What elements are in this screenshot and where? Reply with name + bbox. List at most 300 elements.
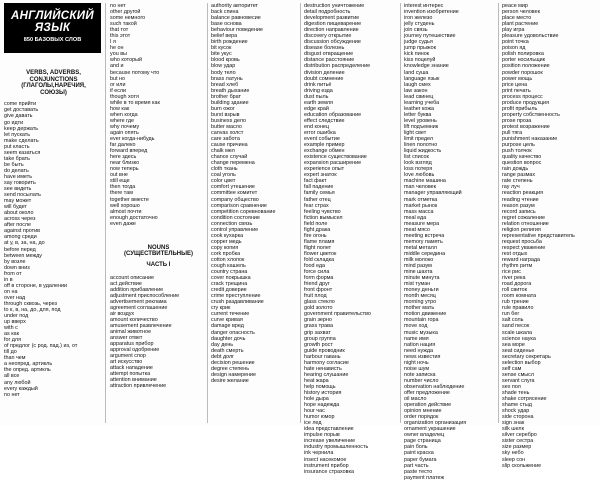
- word-entry: protest возражение: [502, 123, 550, 130]
- word-entry: force сила: [304, 269, 330, 276]
- word-entry: rain дождь: [502, 166, 529, 173]
- word-entry: quality качество: [502, 154, 542, 161]
- word-entry: mind разум: [404, 263, 432, 270]
- word-entry: now теперь: [110, 166, 139, 173]
- word-entry: powder порошок: [502, 69, 543, 76]
- word-entry: fiction вымысел: [304, 214, 343, 221]
- word-entry: note записка: [404, 371, 436, 378]
- word-entry: ever когда-нибудь: [110, 136, 155, 143]
- word-entry: humor юмор: [304, 414, 335, 421]
- word-entry: fight драка: [304, 226, 331, 233]
- word-entry: jelly студень: [404, 21, 435, 28]
- word-entry: silver серебро: [502, 432, 537, 439]
- word-entry: liquid жидкость: [404, 148, 442, 155]
- word-entry: art искусство: [110, 359, 143, 366]
- word-entry: doubt сомнение: [304, 75, 344, 82]
- word-entry: no нет: [110, 3, 126, 9]
- word-entry: hope надежда: [304, 402, 340, 409]
- word-entry: join связь: [404, 27, 428, 34]
- word-entry: meeting встреча: [404, 232, 445, 239]
- word-entry: cork пробка: [211, 250, 241, 257]
- word-entry: rule правило: [502, 305, 534, 312]
- word-entry: experience опыт: [304, 166, 345, 173]
- word-entry: paint краска: [404, 450, 434, 457]
- word-entry: guide проводник: [304, 347, 345, 354]
- word-entry: far далеко: [110, 142, 136, 149]
- word-entry: air воздух: [110, 310, 135, 317]
- word-entry: canvas холст: [211, 129, 244, 136]
- word-entry: part часть: [404, 462, 429, 469]
- word-entry: apparatus прибор: [110, 341, 154, 348]
- word-entry: profit прибыль: [502, 105, 538, 112]
- column-divider: [498, 3, 499, 423]
- word-entry: family семья: [304, 190, 335, 197]
- word-entry: invention изобретение: [404, 9, 459, 16]
- word-entry: attempt попытка: [110, 371, 151, 378]
- word-entry: laugh смех: [404, 81, 431, 88]
- word-entry: than чем: [4, 355, 26, 362]
- word-entry: day день: [211, 341, 234, 348]
- word-entry: music музыка: [404, 329, 438, 336]
- word-entry: grass трава: [304, 323, 333, 330]
- word-entry: organization организация: [404, 420, 467, 427]
- word-entry: attack нападение: [110, 365, 153, 372]
- word-entry: here здесь: [110, 154, 137, 161]
- word-entry: minute минута: [404, 275, 440, 282]
- word-entry: error ошибка: [304, 129, 336, 136]
- word-entry: you вы: [110, 51, 127, 58]
- word-entry: front фронт: [304, 287, 333, 294]
- word-entry: punishment наказание: [502, 136, 558, 143]
- word-entry: silk шелк: [502, 426, 524, 433]
- column-1: [4, 70, 103, 424]
- word-entry: take брать: [4, 155, 30, 162]
- word-entry: knowledge знание: [404, 63, 449, 70]
- word-entry: among среди: [4, 234, 37, 241]
- word-entry: memory память: [404, 238, 443, 245]
- word-entry: play игра: [502, 27, 525, 34]
- word-entry: behaviour поведение: [211, 27, 263, 34]
- word-entry: kick пинок: [404, 51, 430, 58]
- word-entry: earth земля: [304, 99, 333, 106]
- word-entry: copper медь: [211, 238, 242, 245]
- word-entry: advertisement реклама: [110, 298, 167, 305]
- word-entry: about около: [4, 210, 34, 217]
- word-entry: seat сиденье: [502, 347, 535, 354]
- word-entry: rice рис: [502, 269, 521, 276]
- word-entry: some немного: [110, 15, 146, 22]
- word-entry: ice лед: [304, 420, 322, 427]
- column-divider: [400, 3, 401, 423]
- word-entry: because потому что: [110, 69, 160, 76]
- word-entry: number число: [404, 377, 439, 384]
- word-entry: how как: [110, 105, 130, 112]
- word-entry: pain боль: [404, 444, 428, 451]
- title-box: [4, 3, 101, 53]
- word-entry: shade тень: [502, 390, 530, 396]
- word-entry: chance случай: [211, 154, 248, 161]
- word-entry: move ход: [404, 323, 428, 330]
- word-entry: mass масса: [404, 208, 434, 215]
- word-entry: no нет: [4, 391, 20, 398]
- word-entry: where где: [110, 117, 135, 124]
- word-entry: between между: [4, 252, 42, 259]
- word-entry: together вместе: [110, 196, 149, 203]
- word-entry: print печать: [502, 87, 531, 94]
- word-entry: range размах: [502, 172, 536, 179]
- word-entry: other другой: [110, 9, 141, 16]
- word-entry: keep держать: [4, 125, 39, 132]
- word-entry: exchange обмен: [304, 148, 345, 155]
- word-entry: hole дыра: [304, 396, 329, 403]
- word-entry: coal уголь: [211, 172, 236, 179]
- word-entry: example пример: [304, 142, 345, 149]
- word-entry: request просьба: [502, 238, 542, 245]
- heading-line: (СУЩЕСТВИТЕЛЬНЫЕ): [124, 251, 193, 258]
- word-entry: interest интерес: [404, 3, 444, 9]
- word-entry: payment платеж: [404, 474, 445, 481]
- column-4-list: [304, 3, 400, 475]
- word-entry: disease болезнь: [304, 45, 345, 52]
- word-entry: after после: [4, 222, 32, 229]
- word-entry: but но: [110, 75, 125, 82]
- word-entry: slip скольжение: [502, 462, 542, 469]
- word-entry: journey путешествие: [404, 33, 456, 40]
- word-entry: cause причина: [211, 142, 248, 149]
- word-entry: harmony согласие: [304, 359, 349, 366]
- word-entry: condition состояние: [211, 214, 260, 221]
- nouns-heading: [110, 245, 207, 258]
- word-entry: driving езда: [304, 87, 333, 94]
- word-entry: control управление: [211, 226, 259, 233]
- column-1-list: [4, 101, 103, 397]
- word-entry: flame пламя: [304, 238, 335, 245]
- word-entry: feeling чувство: [304, 208, 341, 215]
- word-entry: glass стекло: [304, 299, 335, 306]
- word-entry: burst взрыв: [211, 111, 240, 118]
- word-entry: bread хлеб: [211, 81, 239, 88]
- title-line-2: ЯЗЫК: [34, 22, 71, 34]
- word-entry: till до: [4, 349, 17, 356]
- word-entry: blow удар: [211, 63, 236, 70]
- word-entry: animal животное: [110, 328, 152, 335]
- word-entry: why почему: [110, 123, 140, 130]
- word-entry: every каждый: [4, 385, 38, 392]
- column-2-list-top: [110, 3, 207, 227]
- word-entry: by возле: [4, 258, 26, 265]
- word-entry: event событие: [304, 136, 340, 143]
- word-entry: nation нация: [404, 341, 436, 348]
- column-6: [502, 3, 598, 469]
- word-entry: idea представление: [304, 426, 354, 433]
- word-entry: say говорить: [4, 179, 36, 186]
- word-entry: bit кусок: [211, 45, 232, 52]
- word-entry: competition соревнование: [211, 208, 276, 215]
- word-entry: any любой: [4, 379, 31, 386]
- word-entry: help помощь: [304, 383, 336, 390]
- word-entry: chalk мел: [211, 148, 235, 155]
- word-entry: direction направление: [304, 27, 359, 34]
- word-entry: pull тяга: [502, 129, 523, 136]
- word-entry: prose проза: [502, 117, 532, 124]
- column-2-list-bottom: [110, 275, 207, 390]
- word-entry: level уровень: [404, 117, 437, 124]
- word-entry: crack трещина: [211, 281, 248, 288]
- word-entry: porter носильщик: [502, 57, 546, 64]
- word-entry: reward награда: [502, 256, 541, 263]
- word-entry: destruction уничтожение: [304, 3, 365, 9]
- word-entry: paste тесто: [404, 468, 433, 475]
- word-entry: order порядок: [404, 414, 439, 421]
- word-entry: poison яд: [502, 45, 526, 52]
- word-entry: ornament украшение: [404, 426, 456, 433]
- word-entry: damage вред: [211, 323, 244, 330]
- word-entry: edge край: [304, 105, 329, 112]
- word-entry: body тело: [211, 69, 236, 76]
- word-entry: and и: [110, 63, 124, 70]
- word-entry: middle середина: [404, 250, 446, 257]
- word-entry: burn ожог: [211, 105, 235, 112]
- word-entry: shock удар: [502, 408, 530, 415]
- word-entry: act действие: [110, 280, 142, 287]
- word-entry: fire огонь: [304, 232, 327, 239]
- word-entry: expansion расширение: [304, 160, 362, 167]
- word-entry: insect насекомое: [304, 456, 347, 463]
- word-entry: distance расстояние: [304, 57, 355, 64]
- word-entry: self сам: [502, 365, 522, 372]
- word-entry: power мощь: [502, 75, 533, 82]
- word-entry: do делать: [4, 167, 29, 174]
- word-entry: approval одобрение: [110, 347, 160, 354]
- word-entry: run бег: [502, 311, 520, 318]
- word-entry: scale шкала: [502, 329, 533, 336]
- word-entry: grip захват: [304, 329, 331, 336]
- word-entry: observation наблюдение: [404, 383, 465, 390]
- word-entry: connection связь: [211, 220, 253, 227]
- verbs-heading: [4, 70, 103, 96]
- word-entry: noise шум: [404, 365, 430, 372]
- word-entry: daughter дочь: [211, 335, 246, 342]
- word-entry: get доставать: [4, 107, 39, 114]
- word-entry: when когда: [110, 111, 138, 118]
- word-entry: heat жара: [304, 377, 329, 384]
- word-entry: month месяц: [404, 293, 436, 300]
- word-entry: division деление: [304, 69, 345, 76]
- word-entry: come прийти: [4, 101, 37, 108]
- word-entry: disgust отвращение: [304, 51, 354, 58]
- word-entry: curve кривая: [211, 317, 243, 324]
- word-entry: meal еда: [404, 214, 427, 221]
- word-entry: name имя: [404, 335, 429, 342]
- word-entry: light свет: [404, 129, 427, 136]
- word-entry: form форма: [304, 275, 334, 282]
- word-entry: manager управляющий: [404, 190, 462, 197]
- word-entry: birth рождение: [211, 39, 248, 46]
- word-entry: butter масло: [211, 123, 242, 130]
- word-entry: may может: [4, 198, 32, 205]
- word-entry: mountain гора: [404, 317, 439, 324]
- word-entry: brother брат: [211, 93, 242, 100]
- word-entry: operation действие: [404, 402, 452, 409]
- word-entry: grain зерно: [304, 317, 332, 324]
- word-entry: history история: [304, 390, 342, 396]
- word-entry: near близко: [110, 160, 140, 167]
- word-entry: language язык: [404, 75, 440, 82]
- word-entry: put класть: [4, 143, 30, 150]
- word-entry: or или: [110, 81, 126, 88]
- word-entry: then тогда: [110, 184, 136, 191]
- word-entry: government правительство: [304, 311, 371, 318]
- word-entry: base основа: [211, 21, 242, 28]
- word-entry: purpose цель: [502, 142, 535, 149]
- word-entry: comfort утешение: [211, 184, 255, 191]
- word-entry: sleep сон: [502, 456, 526, 463]
- word-entry: belief вера: [211, 33, 238, 40]
- word-entry: through сквозь, через: [4, 300, 58, 307]
- word-entry: cook кухарка: [211, 232, 244, 239]
- word-entry: fall падение: [304, 184, 334, 191]
- word-entry: crime преступление: [211, 293, 261, 300]
- word-entry: from от: [4, 270, 22, 277]
- word-entry: credit доверие: [211, 287, 247, 294]
- word-entry: oil масло: [404, 396, 427, 403]
- word-entry: digestion пищеварение: [304, 21, 362, 28]
- word-entry: go идти: [4, 119, 24, 126]
- word-entry: need нужда: [404, 347, 433, 354]
- word-entry: well хорошо: [110, 202, 140, 209]
- word-entry: shame стыд: [502, 402, 532, 409]
- column-divider: [105, 3, 106, 423]
- word-entry: roll свиток: [502, 287, 528, 294]
- word-entry: committee комитет: [211, 190, 258, 197]
- word-entry: increase увеличение: [304, 438, 356, 445]
- word-entry: regret сожаление: [502, 214, 546, 221]
- part-label: ЧАСТЬ I: [146, 261, 171, 268]
- column-5: [404, 3, 496, 481]
- word-entry: hearing слушание: [304, 371, 349, 378]
- word-entry: will будет: [4, 204, 27, 211]
- word-entry: night ночь: [404, 359, 429, 366]
- word-entry: drink питьё: [304, 81, 332, 88]
- word-entry: who который: [110, 57, 142, 64]
- word-entry: linen полотно: [404, 142, 438, 149]
- word-entry: father отец: [304, 196, 331, 203]
- heading-line: (ГЛАГОЛЫ,НАРЕЧИЯ,: [21, 83, 86, 90]
- word-entry: almost почти: [110, 208, 142, 215]
- word-entry: adjustment приспособление: [110, 292, 180, 299]
- word-entry: law закон: [404, 87, 428, 94]
- word-entry: company общество: [211, 196, 259, 203]
- word-entry: motion движение: [404, 311, 447, 318]
- word-entry: ray луч: [502, 184, 520, 191]
- word-entry: jump прыжок: [404, 45, 436, 52]
- word-entry: that тот: [110, 27, 129, 34]
- word-entry: kiss поцелуй: [404, 57, 436, 64]
- word-entry: rest отдых: [502, 250, 528, 257]
- word-entry: be быть: [4, 161, 24, 168]
- word-entry: sea море: [502, 341, 525, 348]
- word-entry: see видеть: [4, 186, 32, 193]
- word-entry: room комната: [502, 293, 537, 300]
- word-entry: field поле: [304, 220, 328, 227]
- title-subtitle: 850 БАЗОВЫХ СЛОВ: [23, 37, 82, 43]
- word-entry: for для: [4, 337, 21, 344]
- word-entry: sign знак: [502, 420, 525, 427]
- word-entry: record запись: [502, 208, 536, 215]
- heading-line: NOUNS: [147, 244, 170, 251]
- word-entry: mist туман: [404, 281, 431, 288]
- word-entry: hour час: [304, 408, 325, 415]
- word-entry: authority авторитет: [211, 3, 259, 9]
- word-entry: relation отношение: [502, 220, 549, 227]
- column-divider: [300, 3, 301, 423]
- column-3: [211, 3, 299, 424]
- word-entry: account описание: [110, 274, 154, 281]
- word-entry: rhythm ритм: [502, 263, 533, 270]
- word-entry: polish полировка: [502, 51, 544, 58]
- word-entry: cough кашель: [211, 263, 246, 270]
- word-entry: even даже: [110, 220, 136, 227]
- word-entry: over над: [4, 294, 26, 301]
- word-entry: shake сотрясение: [502, 396, 547, 403]
- word-entry: give давать: [4, 113, 33, 120]
- column-5-list: [404, 3, 496, 481]
- word-entry: morning утро: [404, 299, 437, 306]
- word-entry: if если: [110, 87, 127, 94]
- word-entry: selection выбор: [502, 359, 541, 366]
- word-entry: peace мир: [502, 3, 528, 9]
- word-entry: limit предел: [404, 136, 433, 143]
- word-entry: money деньги: [404, 287, 439, 294]
- word-entry: sex пол: [502, 383, 521, 390]
- word-entry: man человек: [404, 184, 436, 191]
- word-entry: agreement соглашение: [110, 304, 168, 311]
- word-entry: insurance страховка: [304, 468, 355, 475]
- word-entry: lead свинец: [404, 93, 434, 100]
- word-entry: science наука: [502, 335, 536, 342]
- word-entry: current течение: [211, 311, 250, 318]
- heading-line: СОЮЗЫ): [40, 89, 67, 96]
- word-entry: I я: [110, 39, 116, 46]
- word-entry: attraction привлечение: [110, 383, 167, 390]
- heading-line: CONJUNCTIONS: [29, 76, 78, 83]
- word-entry: of предлог (с род. пад.) из, от: [4, 343, 78, 350]
- word-entry: person человек: [502, 9, 540, 16]
- word-entry: amount количество: [110, 316, 158, 323]
- word-entry: learning учеба: [404, 99, 440, 106]
- word-entry: make сделать: [4, 137, 39, 144]
- word-entry: place место: [502, 15, 532, 22]
- word-entry: under под: [4, 313, 29, 320]
- word-entry: group группа: [304, 335, 336, 342]
- word-entry: dust пыль: [304, 93, 329, 100]
- word-entry: discussion обсуждение: [304, 39, 361, 46]
- word-entry: addition прибавление: [110, 286, 164, 293]
- word-entry: produce продукция: [502, 99, 549, 106]
- word-entry: instrument прибор: [304, 462, 349, 469]
- word-entry: there там: [110, 190, 133, 197]
- word-entry: crush раздавливание: [211, 299, 264, 306]
- word-entry: side сторона: [502, 414, 534, 421]
- word-entry: paper бумага: [404, 456, 437, 463]
- word-entry: send посылать: [4, 192, 41, 199]
- word-entry: to к, в, на, до, для, под: [4, 306, 61, 313]
- word-entry: amusement развлечение: [110, 322, 172, 329]
- word-entry: secretary секретарь: [502, 353, 551, 360]
- word-entry: blood кровь: [211, 57, 240, 64]
- word-entry: offer предложение: [404, 390, 450, 396]
- word-entry: reason разум: [502, 202, 535, 209]
